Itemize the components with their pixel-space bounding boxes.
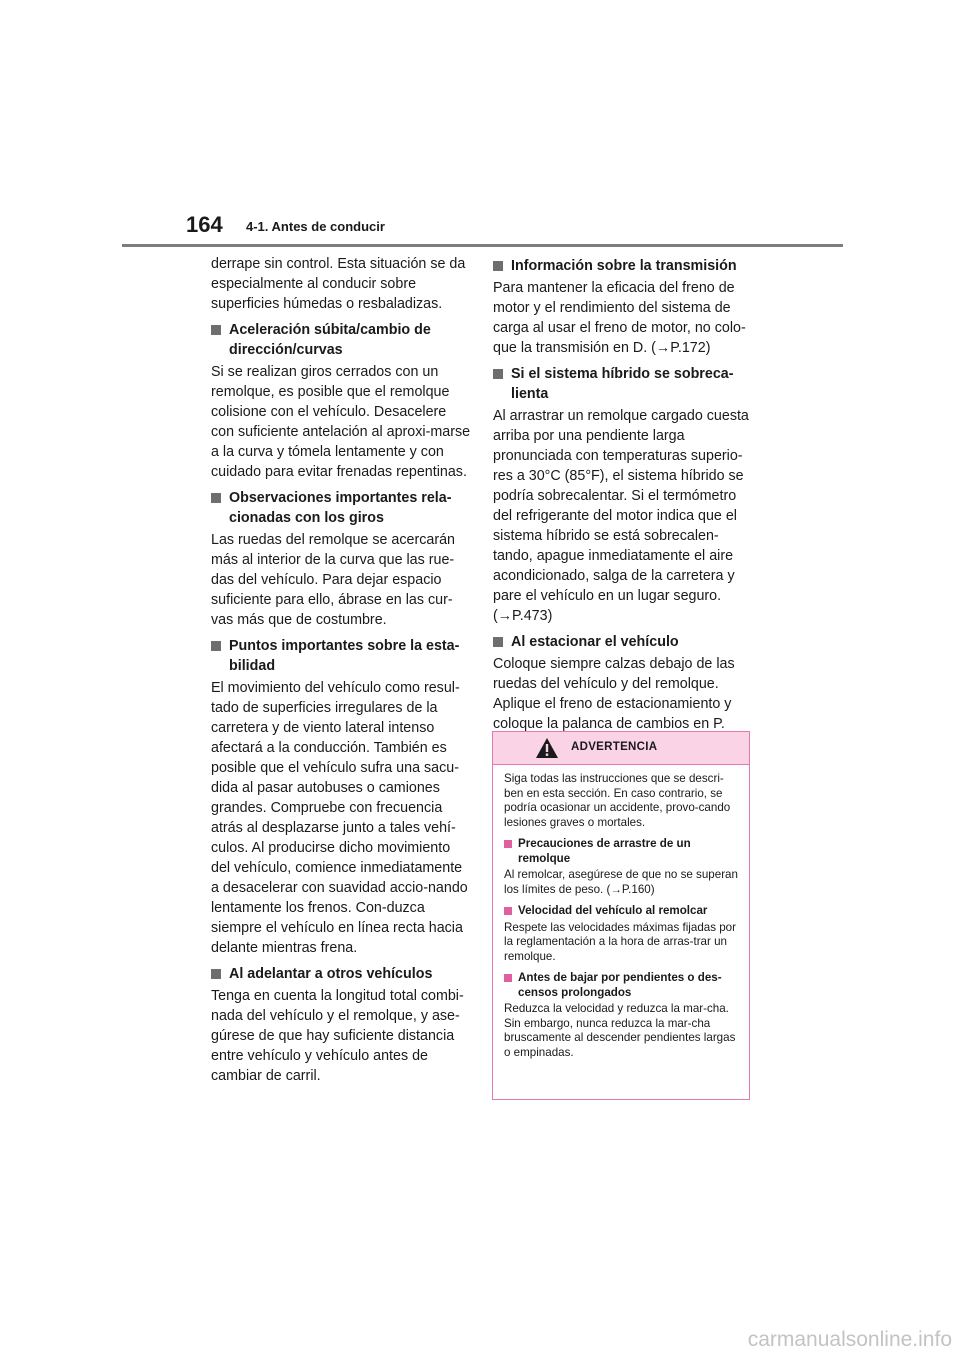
warning-item-body: Respete las velocidades máximas fijadas por la reglamentación a la hora de arras-trar un remolque. [504, 920, 736, 963]
watermark: carmanualsonline.info [747, 1328, 952, 1351]
section-heading [211, 636, 471, 676]
section-title: 4-1. Antes de conducir [246, 219, 385, 234]
warning-header [493, 732, 749, 765]
section-heading [493, 256, 753, 276]
section-body: Al arrastrar un remolque cargado cuesta arriba por una pendiente larga pronunciada con temperaturas superio-res a 30°C (85°F), el sistema híbrido se podría sobrecalentar. Si el termómetro del refrigerante del motor indica que el sistema híbrido se está sobrecalen-tando, apague inmediatamente el aire acondicionado, salga de la carretera y pare el vehículo en un lugar seguro. (→P.473) [493, 408, 749, 624]
square-bullet-icon [493, 261, 503, 271]
section-body: Si se realizan giros cerrados con un remolque, es posible que el remolque colisione con el vehículo. Desacelere con suficiente antelación al aproxi-marse a la curva y tómela lentamente y con cuidado para evitar frenadas repentinas. [211, 364, 471, 480]
heading-text: Puntos importantes sobre la esta-bilidad [229, 638, 460, 674]
section-heading [211, 964, 471, 984]
header-rule [122, 244, 843, 247]
section-body: Las ruedas del remolque se acercarán más al interior de la curva que las rue-das del vehículo. Para dejar espacio suficiente para ello, ábrase en las cur-vas más que de costumbre. [211, 532, 455, 628]
section-heading [493, 632, 753, 652]
section-body: Coloque siempre calzas debajo de las ruedas del vehículo y del remolque. Aplique el freno de estacionamiento y coloque la palanca de cambios en P. [493, 656, 735, 732]
heading-text: Información sobre la transmisión [511, 258, 737, 274]
square-bullet-icon [211, 641, 221, 651]
square-bullet-icon [504, 840, 512, 848]
section-heading [493, 364, 753, 404]
warning-triangle-icon [535, 737, 559, 759]
page-number: 164 [186, 212, 223, 237]
warning-item-body: Al remolcar, asegúrese de que no se superan los límites de peso. (→P.160) [504, 868, 738, 896]
intro-paragraph: derrape sin control. Esta situación se da especialmente al conducir sobre superficies húmedas o resbaladizas. [211, 256, 466, 312]
right-column [493, 254, 753, 740]
heading-text: Precauciones de arrastre de un remolque [518, 837, 691, 865]
heading-text: Aceleración súbita/cambio de dirección/curvas [229, 322, 431, 358]
warning-body [493, 765, 749, 1060]
heading-text: Velocidad del vehículo al remolcar [518, 904, 708, 917]
square-bullet-icon [493, 637, 503, 647]
warning-item-heading [504, 904, 741, 919]
square-bullet-icon [504, 907, 512, 915]
warning-box [492, 731, 750, 1100]
square-bullet-icon [211, 969, 221, 979]
heading-text: Al estacionar el vehículo [511, 634, 679, 650]
heading-text: Si el sistema híbrido se sobreca-lienta [511, 366, 734, 402]
warning-item-body: Reduzca la velocidad y reduzca la mar-cha. Sin embargo, nunca reduzca la mar-cha bruscamente al descender pendientes largas o empinadas. [504, 1002, 736, 1059]
warning-item-heading [504, 971, 741, 1000]
square-bullet-icon [211, 325, 221, 335]
warning-title: ADVERTENCIA [571, 741, 658, 753]
square-bullet-icon [504, 974, 512, 982]
heading-text: Al adelantar a otros vehículos [229, 966, 433, 982]
warning-item-heading [504, 837, 741, 866]
section-body: El movimiento del vehículo como resul-tado de superficies irregulares de la carretera y de viento lateral intenso afectará a la conducción. También es posible que el vehículo sufra una sacu-dida al pasar autobuses o camiones grandes. Compruebe con frecuencia atrás al desplazarse junto a tales vehí-culos. Al producirse dicho movimiento del vehículo, comience inmediatamente a desacelerar con suavidad accio-nando lentamente los frenos. Con-duzca siempre el vehículo en línea recta hacia delante mientras frena. [211, 680, 468, 956]
heading-text: Antes de bajar por pendientes o des-censos prolongados [518, 971, 722, 999]
section-body: Tenga en cuenta la longitud total combi-nada del vehículo y el remolque, y ase-gúrese de que hay suficiente distancia entre vehículo y vehículo antes de cambiar de carril. [211, 988, 464, 1084]
square-bullet-icon [493, 369, 503, 379]
left-column [211, 254, 471, 1092]
square-bullet-icon [211, 493, 221, 503]
section-heading [211, 320, 471, 360]
section-heading [211, 488, 471, 528]
heading-text: Observaciones importantes rela-cionadas con los giros [229, 490, 452, 526]
section-body: Para mantener la eficacia del freno de motor y el rendimiento del sistema de carga al usar el freno de motor, no colo-que la transmisión en D. (→P.172) [493, 280, 746, 356]
warning-intro: Siga todas las instrucciones que se descri-ben en esta sección. En caso contrario, se podría ocasionar un accidente, provo-cando lesiones graves o mortales. [504, 772, 731, 829]
